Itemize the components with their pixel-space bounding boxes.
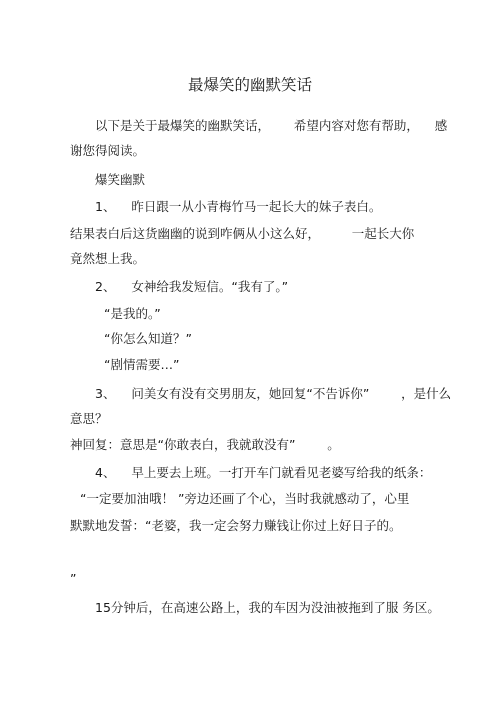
intro-line-1: 以下是关于最爆笑的幽默笑话， 希望内容对您有帮助， 感 — [95, 118, 448, 133]
joke-2-line-1: 2、 女神给我发短信。“我有了。” — [95, 279, 289, 294]
joke-4-line-5: 15分钟后，在高速公路上，我的车因为没油被拖到了服 务区。 — [95, 600, 440, 615]
joke-4-line-2: “一定要加油哦！ ”旁边还画了个心，当时我就感动了，心里 — [80, 491, 410, 506]
joke-1-line-3: 竟然想上我。 — [70, 251, 146, 266]
joke-2-line-4: “剧情需要…” — [104, 357, 180, 372]
document-title: 最爆笑的幽默笑话 — [187, 76, 312, 94]
joke-1-line-1: 1、 昨日跟一从小青梅竹马一起长大的妹子表白。 — [95, 199, 382, 214]
intro-line-2: 谢您得阅读。 — [70, 143, 146, 158]
joke-1-line-2: 结果表白后这货幽幽的说到咋俩从小这么好， 一起长大你 — [70, 226, 415, 241]
joke-3-line-3: 神回复：意思是“你敢表白，我就敢没有” 。 — [70, 437, 340, 452]
joke-3-line-1: 3、 问美女有没有交男朋友，她回复“不告诉你” ，是什么 — [95, 386, 452, 401]
joke-2-line-2: “是我的。” — [104, 306, 161, 321]
joke-4-line-3: 默默地发誓：“老婆，我一定会努力赚钱让你过上好日子的。 — [70, 518, 402, 533]
joke-3-line-2: 意思？ — [70, 411, 108, 426]
joke-2-line-3: “你怎么知道？” — [104, 331, 192, 346]
joke-4-line-1: 4、 早上要去上班。一打开车门就看见老婆写给我的纸条： — [95, 465, 432, 480]
section-heading: 爆笑幽默 — [95, 172, 146, 187]
joke-4-line-4: ” — [70, 571, 77, 586]
